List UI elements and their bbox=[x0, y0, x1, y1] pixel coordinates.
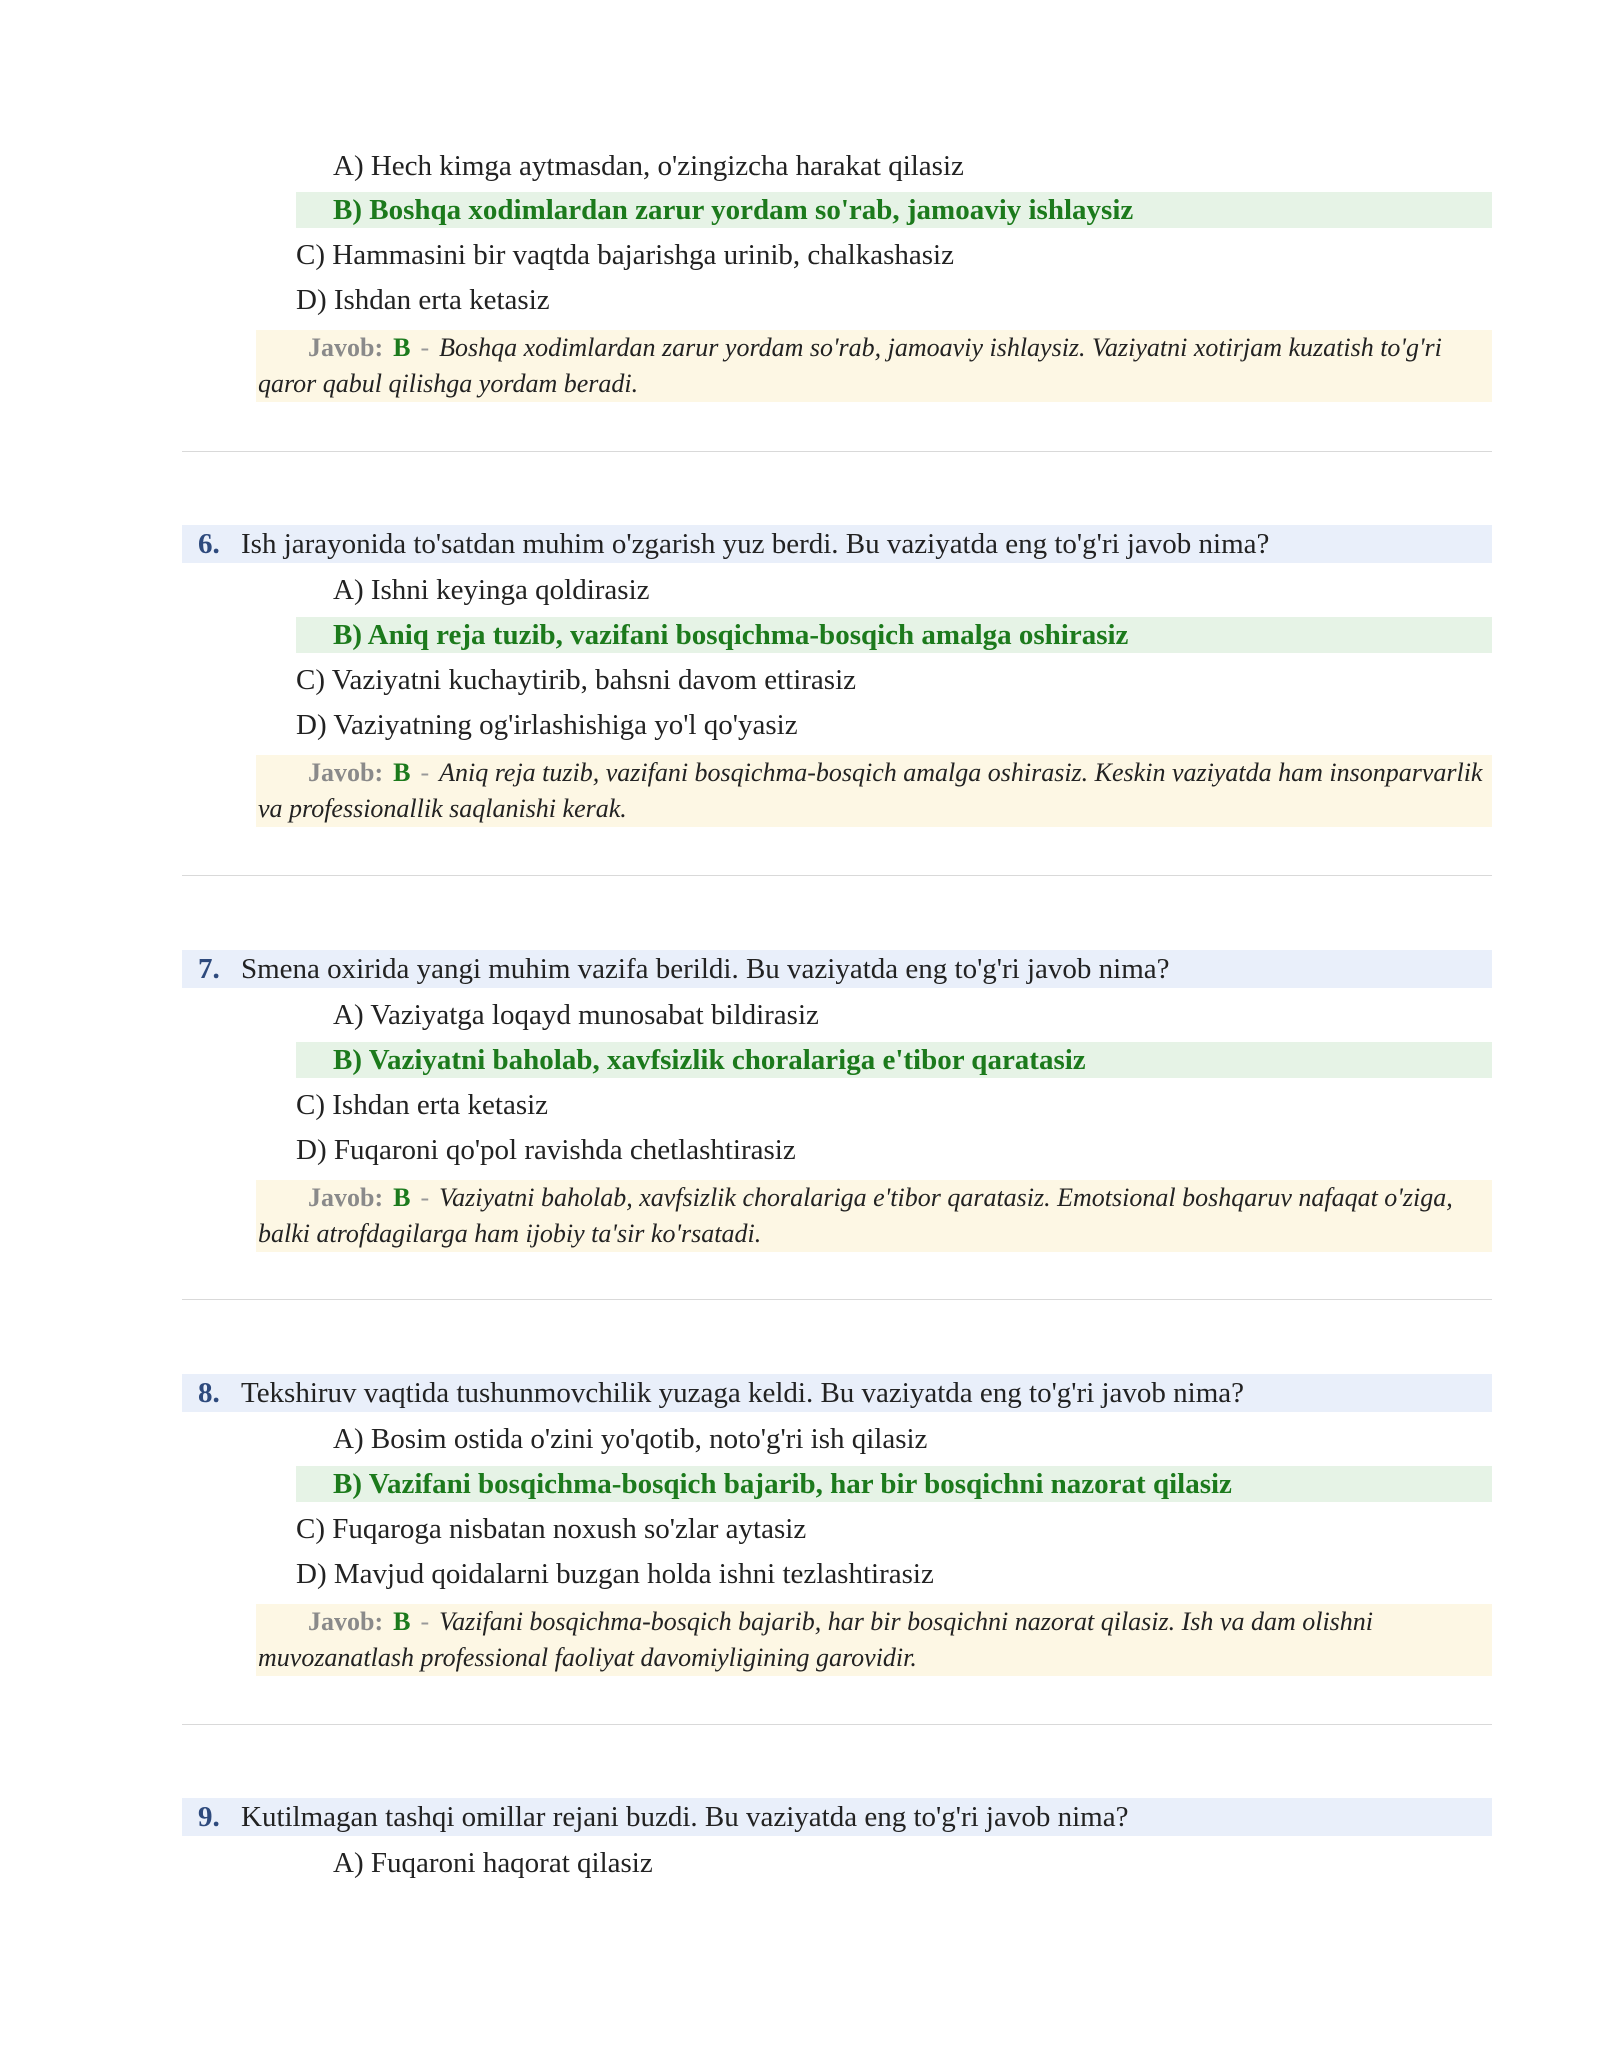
question-text: Smena oxirida yangi muhim vazifa berildi. Bu vaziyatda eng to'g'ri javob nima? bbox=[241, 953, 1170, 985]
answer-text: Vazifani bosqichma-bosqich bajarib, har bir bosqichni nazorat qilasiz. Ish va dam olishni muvozanatlash professional faoliyat davomiyligining garovidir. bbox=[258, 1607, 1374, 1672]
answer-letter: B bbox=[393, 1607, 411, 1636]
option-c: C) Vaziyatni kuchaytirib, bahsni davom ettirasiz bbox=[296, 664, 856, 696]
question-number: 8. bbox=[198, 1377, 220, 1409]
answer-text: Vaziyatni baholab, xavfsizlik choralariga e'tibor qaratasiz. Emotsional boshqaruv nafaqat o'ziga, balki atrofdagilarga ham ijobiy ta'sir ko'rsatadi. bbox=[258, 1183, 1453, 1248]
answer-box bbox=[256, 755, 1492, 827]
option-b-correct bbox=[296, 617, 1492, 653]
option-c: C) Ishdan erta ketasiz bbox=[296, 1089, 549, 1121]
answer-box bbox=[256, 1180, 1492, 1252]
answer-label: Javob: bbox=[308, 333, 384, 362]
answer-text: Boshqa xodimlardan zarur yordam so'rab, jamoaviy ishlaysiz. Vaziyatni xotirjam kuzatish to'g'ri qaror qabul qilishga yordam beradi. bbox=[258, 333, 1442, 398]
answer-dash: - bbox=[420, 1607, 430, 1636]
answer-text: Aniq reja tuzib, vazifani bosqichma-bosqich amalga oshirasiz. Keskin vaziyatda ham insonparvarlik va professionallik saqlanishi kerak. bbox=[258, 758, 1483, 823]
divider bbox=[182, 875, 1492, 876]
option-d: D) Ishdan erta ketasiz bbox=[296, 284, 550, 316]
answer-dash: - bbox=[420, 1183, 430, 1212]
answer-label: Javob: bbox=[308, 1183, 384, 1212]
option-c: C) Fuqaroga nisbatan noxush so'zlar aytasiz bbox=[296, 1513, 807, 1545]
option-a: A) Hech kimga aytmasdan, o'zingizcha harakat qilasiz bbox=[333, 150, 964, 182]
question-8 bbox=[182, 1374, 1492, 1412]
answer-label: Javob: bbox=[308, 758, 384, 787]
option-a: A) Ishni keyinga qoldirasiz bbox=[333, 574, 650, 606]
option-c: C) Hammasini bir vaqtda bajarishga urinib, chalkashasiz bbox=[296, 239, 954, 271]
answer-label: Javob: bbox=[308, 1607, 384, 1636]
question-9 bbox=[182, 1798, 1492, 1836]
question-number: 9. bbox=[198, 1801, 220, 1833]
divider bbox=[182, 1299, 1492, 1300]
option-b-correct bbox=[296, 192, 1492, 228]
option-a: A) Fuqaroni haqorat qilasiz bbox=[333, 1847, 653, 1879]
option-a: A) Vaziyatga loqayd munosabat bildirasiz bbox=[333, 999, 819, 1031]
option-b-label: B) Aniq reja tuzib, vazifani bosqichma-bosqich amalga oshirasiz bbox=[333, 619, 1129, 651]
option-b-correct bbox=[296, 1042, 1492, 1078]
divider bbox=[182, 1724, 1492, 1725]
answer-dash: - bbox=[420, 333, 430, 362]
option-d: D) Vaziyatning og'irlashishiga yo'l qo'yasiz bbox=[296, 709, 798, 741]
question-text: Kutilmagan tashqi omillar rejani buzdi. Bu vaziyatda eng to'g'ri javob nima? bbox=[241, 1801, 1129, 1833]
question-7 bbox=[182, 950, 1492, 988]
question-text: Ish jarayonida to'satdan muhim o'zgarish yuz berdi. Bu vaziyatda eng to'g'ri javob nima? bbox=[241, 528, 1270, 560]
option-b-correct bbox=[296, 1466, 1492, 1502]
option-a: A) Bosim ostida o'zini yo'qotib, noto'g'ri ish qilasiz bbox=[333, 1423, 928, 1455]
option-b-label: B) Boshqa xodimlardan zarur yordam so'rab, jamoaviy ishlaysiz bbox=[333, 194, 1134, 226]
question-number: 7. bbox=[198, 953, 220, 985]
answer-letter: B bbox=[393, 333, 411, 362]
answer-box bbox=[256, 330, 1492, 402]
answer-dash: - bbox=[420, 758, 430, 787]
option-b-label: B) Vaziyatni baholab, xavfsizlik choralariga e'tibor qaratasiz bbox=[333, 1044, 1086, 1076]
question-text: Tekshiruv vaqtida tushunmovchilik yuzaga keldi. Bu vaziyatda eng to'g'ri javob nima? bbox=[241, 1377, 1245, 1409]
answer-box bbox=[256, 1604, 1492, 1676]
option-b-label: B) Vazifani bosqichma-bosqich bajarib, har bir bosqichni nazorat qilasiz bbox=[333, 1468, 1232, 1500]
answer-letter: B bbox=[393, 758, 411, 787]
answer-letter: B bbox=[393, 1183, 411, 1212]
question-number: 6. bbox=[198, 528, 220, 560]
question-6 bbox=[182, 525, 1492, 563]
divider bbox=[182, 451, 1492, 452]
option-d: D) Mavjud qoidalarni buzgan holda ishni tezlashtirasiz bbox=[296, 1558, 934, 1590]
option-d: D) Fuqaroni qo'pol ravishda chetlashtirasiz bbox=[296, 1134, 796, 1166]
